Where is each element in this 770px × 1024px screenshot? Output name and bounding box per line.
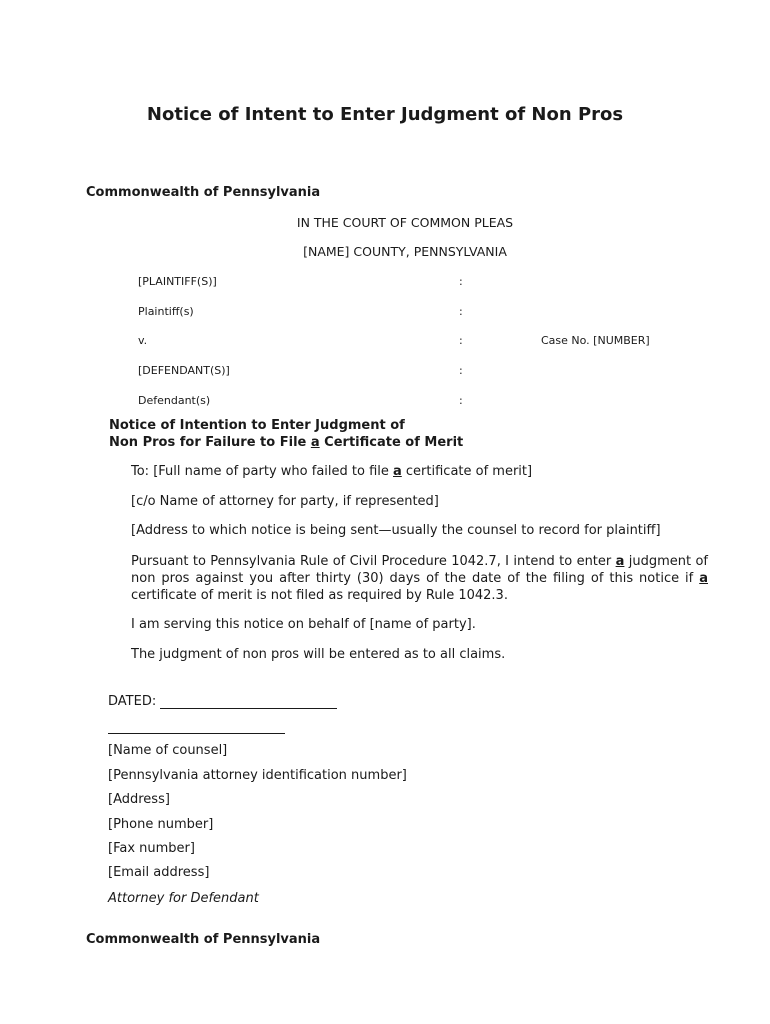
- counsel-address: [Address]: [108, 792, 170, 807]
- caption-plaintiff-role: Plaintiff(s): [138, 305, 194, 318]
- counsel-role: Attorney for Defendant: [108, 891, 259, 906]
- counsel-phone: [Phone number]: [108, 817, 214, 832]
- caption-separator: :: [459, 394, 463, 407]
- pursuant-text: judgment of non pros against you after thirty (30) days of the date of the filing of this notice if: [131, 554, 708, 586]
- to-text: certificate of merit]: [401, 464, 533, 479]
- counsel-fax: [Fax number]: [108, 841, 195, 856]
- to-line: [131, 464, 532, 479]
- caption-separator: :: [459, 275, 463, 288]
- signature-line: [108, 733, 285, 734]
- dated-label: DATED:: [108, 694, 157, 709]
- serving-line: I am serving this notice on behalf of [name of party].: [131, 617, 476, 632]
- counsel-name: [Name of counsel]: [108, 743, 228, 758]
- heading-article: a: [310, 435, 320, 450]
- caption-versus: v.: [138, 334, 148, 347]
- heading-text: Non Pros for Failure to File: [109, 435, 311, 450]
- court-county: [NAME] COUNTY, PENNSYLVANIA: [303, 244, 507, 259]
- heading-text: Certificate of Merit: [319, 435, 464, 450]
- state-header: Commonwealth of Pennsylvania: [86, 185, 321, 200]
- document-title: Notice of Intent to Enter Judgment of Non Pros: [146, 104, 624, 125]
- care-of-line: [c/o Name of attorney for party, if represented]: [131, 494, 439, 509]
- pursuant-paragraph: [131, 553, 708, 604]
- caption-separator: :: [459, 334, 463, 347]
- address-line: [Address to which notice is being sent—usually the counsel to record for plaintiff]: [131, 523, 661, 538]
- to-text: To: [Full name of party who failed to file: [131, 464, 393, 479]
- judgment-line: The judgment of non pros will be entered as to all claims.: [131, 647, 506, 662]
- notice-heading-line-1: Notice of Intention to Enter Judgment of: [109, 418, 405, 433]
- pursuant-article: a: [699, 571, 708, 586]
- caption-plaintiff-name: [PLAINTIFF(S)]: [138, 275, 217, 288]
- case-number: Case No. [NUMBER]: [541, 334, 650, 347]
- caption-defendant-name: [DEFENDANT(S)]: [138, 364, 230, 377]
- counsel-email: [Email address]: [108, 865, 210, 880]
- notice-heading-line-2: [109, 434, 463, 451]
- pursuant-article: a: [615, 554, 625, 569]
- court-name: IN THE COURT OF COMMON PLEAS: [296, 215, 514, 230]
- pursuant-text: certificate of merit is not filed as required by Rule 1042.3.: [131, 588, 508, 603]
- caption-separator: :: [459, 364, 463, 377]
- attorney-id: [Pennsylvania attorney identification number]: [108, 768, 407, 783]
- pursuant-text: Pursuant to Pennsylvania Rule of Civil Procedure 1042.7, I intend to enter: [131, 554, 616, 569]
- notice-heading: [109, 417, 463, 451]
- caption-separator: :: [459, 305, 463, 318]
- dated-blank-line: [160, 708, 337, 709]
- to-article: a: [393, 464, 402, 479]
- caption-defendant-role: Defendant(s): [138, 394, 211, 407]
- footer-state: Commonwealth of Pennsylvania: [86, 932, 321, 947]
